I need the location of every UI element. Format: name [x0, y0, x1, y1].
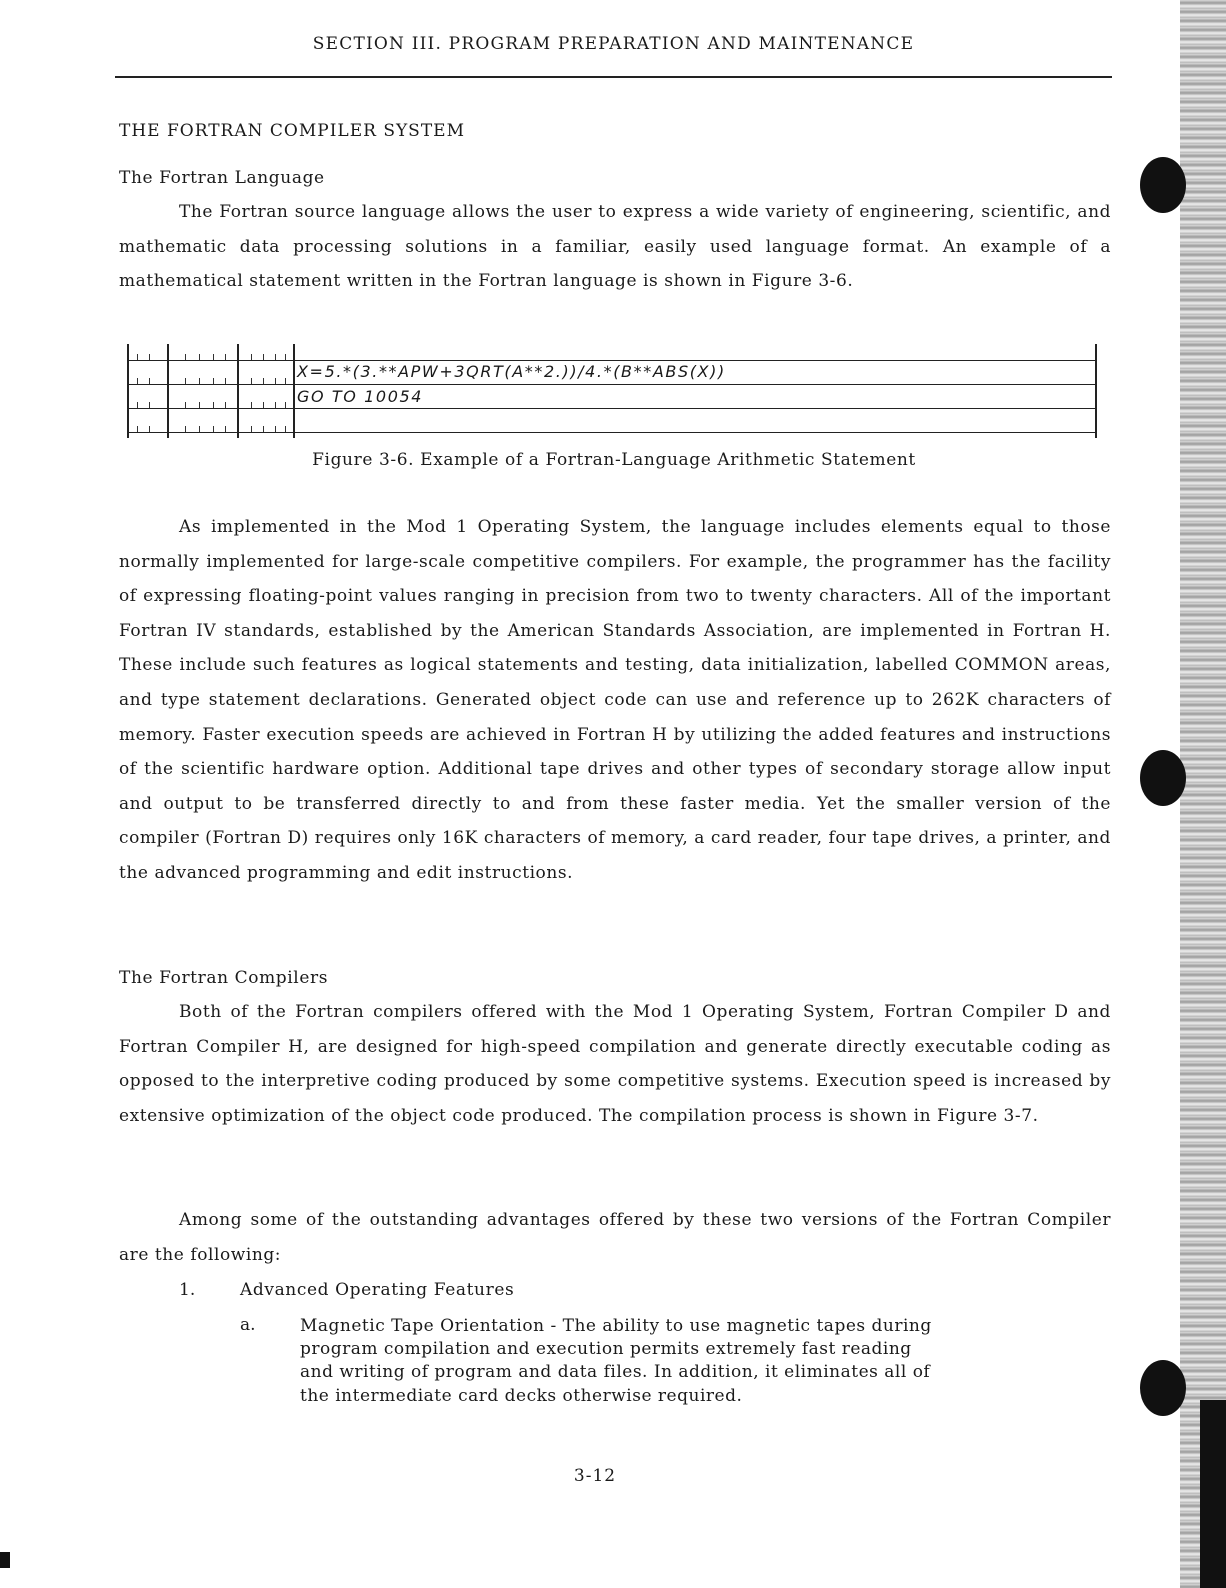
form-column-tick: [213, 378, 214, 384]
punch-hole: [1140, 750, 1186, 806]
form-column-tick: [275, 378, 276, 384]
form-column-tick: [285, 354, 286, 360]
form-column-tick: [199, 402, 200, 408]
sub-item-text: Magnetic Tape Orientation - The ability to use magnetic tapes during program compilation and execution permits extremely fast reading and writing of program and data files. In addition, it eliminates all of the intermediate card decks otherwise required.: [300, 1316, 932, 1406]
form-column-tick: [225, 378, 226, 384]
form-column-tick: [199, 354, 200, 360]
scan-corner-mark: [0, 1552, 10, 1568]
list-item-title: Advanced Operating Features: [240, 1280, 515, 1300]
form-column-tick: [185, 426, 186, 432]
form-divider: [167, 344, 169, 438]
form-column-tick: [137, 402, 138, 408]
form-column-tick: [285, 378, 286, 384]
intro-paragraph: The Fortran source language allows the user to express a wide variety of engineering, scientific, and mathematic data processing solutions in a familiar, easily used language format. An example of a mathematical statement written in the Fortran language is shown in Figure 3-6.: [119, 202, 1111, 292]
section-header: SECTION III. PROGRAM PREPARATION AND MAINTENANCE: [312, 34, 915, 54]
form-column-tick: [251, 426, 252, 432]
scan-binding-edge: [1180, 0, 1226, 1588]
form-divider: [237, 344, 239, 438]
form-column-tick: [137, 426, 138, 432]
form-column-tick: [275, 354, 276, 360]
form-column-tick: [149, 354, 150, 360]
form-column-tick: [149, 378, 150, 384]
form-column-tick: [251, 402, 252, 408]
body-paragraph-1: As implemented in the Mod 1 Operating System, the language includes elements equal to those normally implemented for large-scale competitive compilers. For example, the programmer has the facility of expressing floating-point values ranging in precision from two to twenty characters. All of the important Fortran IV standards, established by the American Standards Association, are implemented in Fortran H. These include such features as logical statements and testing, data initialization, labelled COMMON areas, and type statement declarations. Generated object code can use and reference up to 262K characters of memory. Faster execution speeds are achieved in Fortran H by utilizing the added features and instructions of the scientific hardware option. Additional tape drives and other types of secondary storage allow input and output to be transferred directly to and from these faster media. Yet the smaller version of the compiler (Fortran D) requires only 16K characters of memory, a card reader, four tape drives, a printer, and the advanced programming and edit instructions.: [119, 517, 1111, 883]
compilers-paragraph: Both of the Fortran compilers offered with the Mod 1 Operating System, Fortran Compiler D and Fortran Compiler H, are designed for high-speed compilation and generate directly executable coding as opposed to the interpretive coding produced by some competitive systems. Execution speed is increased by extensive optimization of the object code produced. The compilation process is shown in Figure 3-7.: [119, 1002, 1111, 1126]
form-column-tick: [263, 354, 264, 360]
form-code-line-2: GO TO 10054: [297, 387, 424, 406]
punch-hole: [1140, 1360, 1186, 1416]
form-column-tick: [199, 378, 200, 384]
form-code-line-1: X=5.*(3.**APW+3QRT(A**2.))/4.*(B**ABS(X)): [297, 362, 726, 381]
form-row-3: [127, 408, 1097, 433]
form-column-tick: [199, 426, 200, 432]
heading-fortran-language: The Fortran Language: [119, 168, 325, 188]
form-column-tick: [149, 426, 150, 432]
form-column-tick: [263, 402, 264, 408]
form-column-tick: [225, 426, 226, 432]
form-column-tick: [285, 402, 286, 408]
list-item-number: 1.: [179, 1280, 196, 1300]
form-divider: [127, 344, 129, 438]
form-column-tick: [213, 426, 214, 432]
form-column-tick: [225, 354, 226, 360]
form-column-tick: [225, 402, 226, 408]
form-column-tick: [275, 402, 276, 408]
form-column-tick: [185, 378, 186, 384]
form-divider: [293, 344, 295, 438]
header-rule: [115, 76, 1112, 78]
form-column-tick: [275, 426, 276, 432]
form-column-tick: [185, 354, 186, 360]
scan-edge-shadow: [1200, 1400, 1226, 1588]
form-column-tick: [149, 402, 150, 408]
body-paragraph-2: Among some of the outstanding advantages offered by these two versions of the Fortran Compiler are the following:: [119, 1210, 1111, 1265]
page-number: 3-12: [573, 1466, 617, 1486]
figure-caption: Figure 3-6. Example of a Fortran-Language Arithmetic Statement: [312, 450, 916, 470]
punch-hole: [1140, 157, 1186, 213]
form-column-tick: [263, 426, 264, 432]
heading-fortran-compilers: The Fortran Compilers: [119, 968, 329, 988]
form-divider: [1095, 344, 1097, 438]
form-column-tick: [213, 354, 214, 360]
form-column-tick: [251, 378, 252, 384]
coding-form-figure: [127, 344, 1097, 437]
form-row-2: [127, 384, 1097, 409]
form-column-tick: [213, 402, 214, 408]
main-heading: THE FORTRAN COMPILER SYSTEM: [119, 121, 465, 141]
form-column-tick: [263, 378, 264, 384]
sub-item-letter: a.: [240, 1315, 256, 1335]
form-column-tick: [251, 354, 252, 360]
form-column-tick: [137, 378, 138, 384]
form-row-bottom: [127, 432, 1097, 433]
form-column-tick: [185, 402, 186, 408]
form-column-tick: [137, 354, 138, 360]
form-column-tick: [285, 426, 286, 432]
